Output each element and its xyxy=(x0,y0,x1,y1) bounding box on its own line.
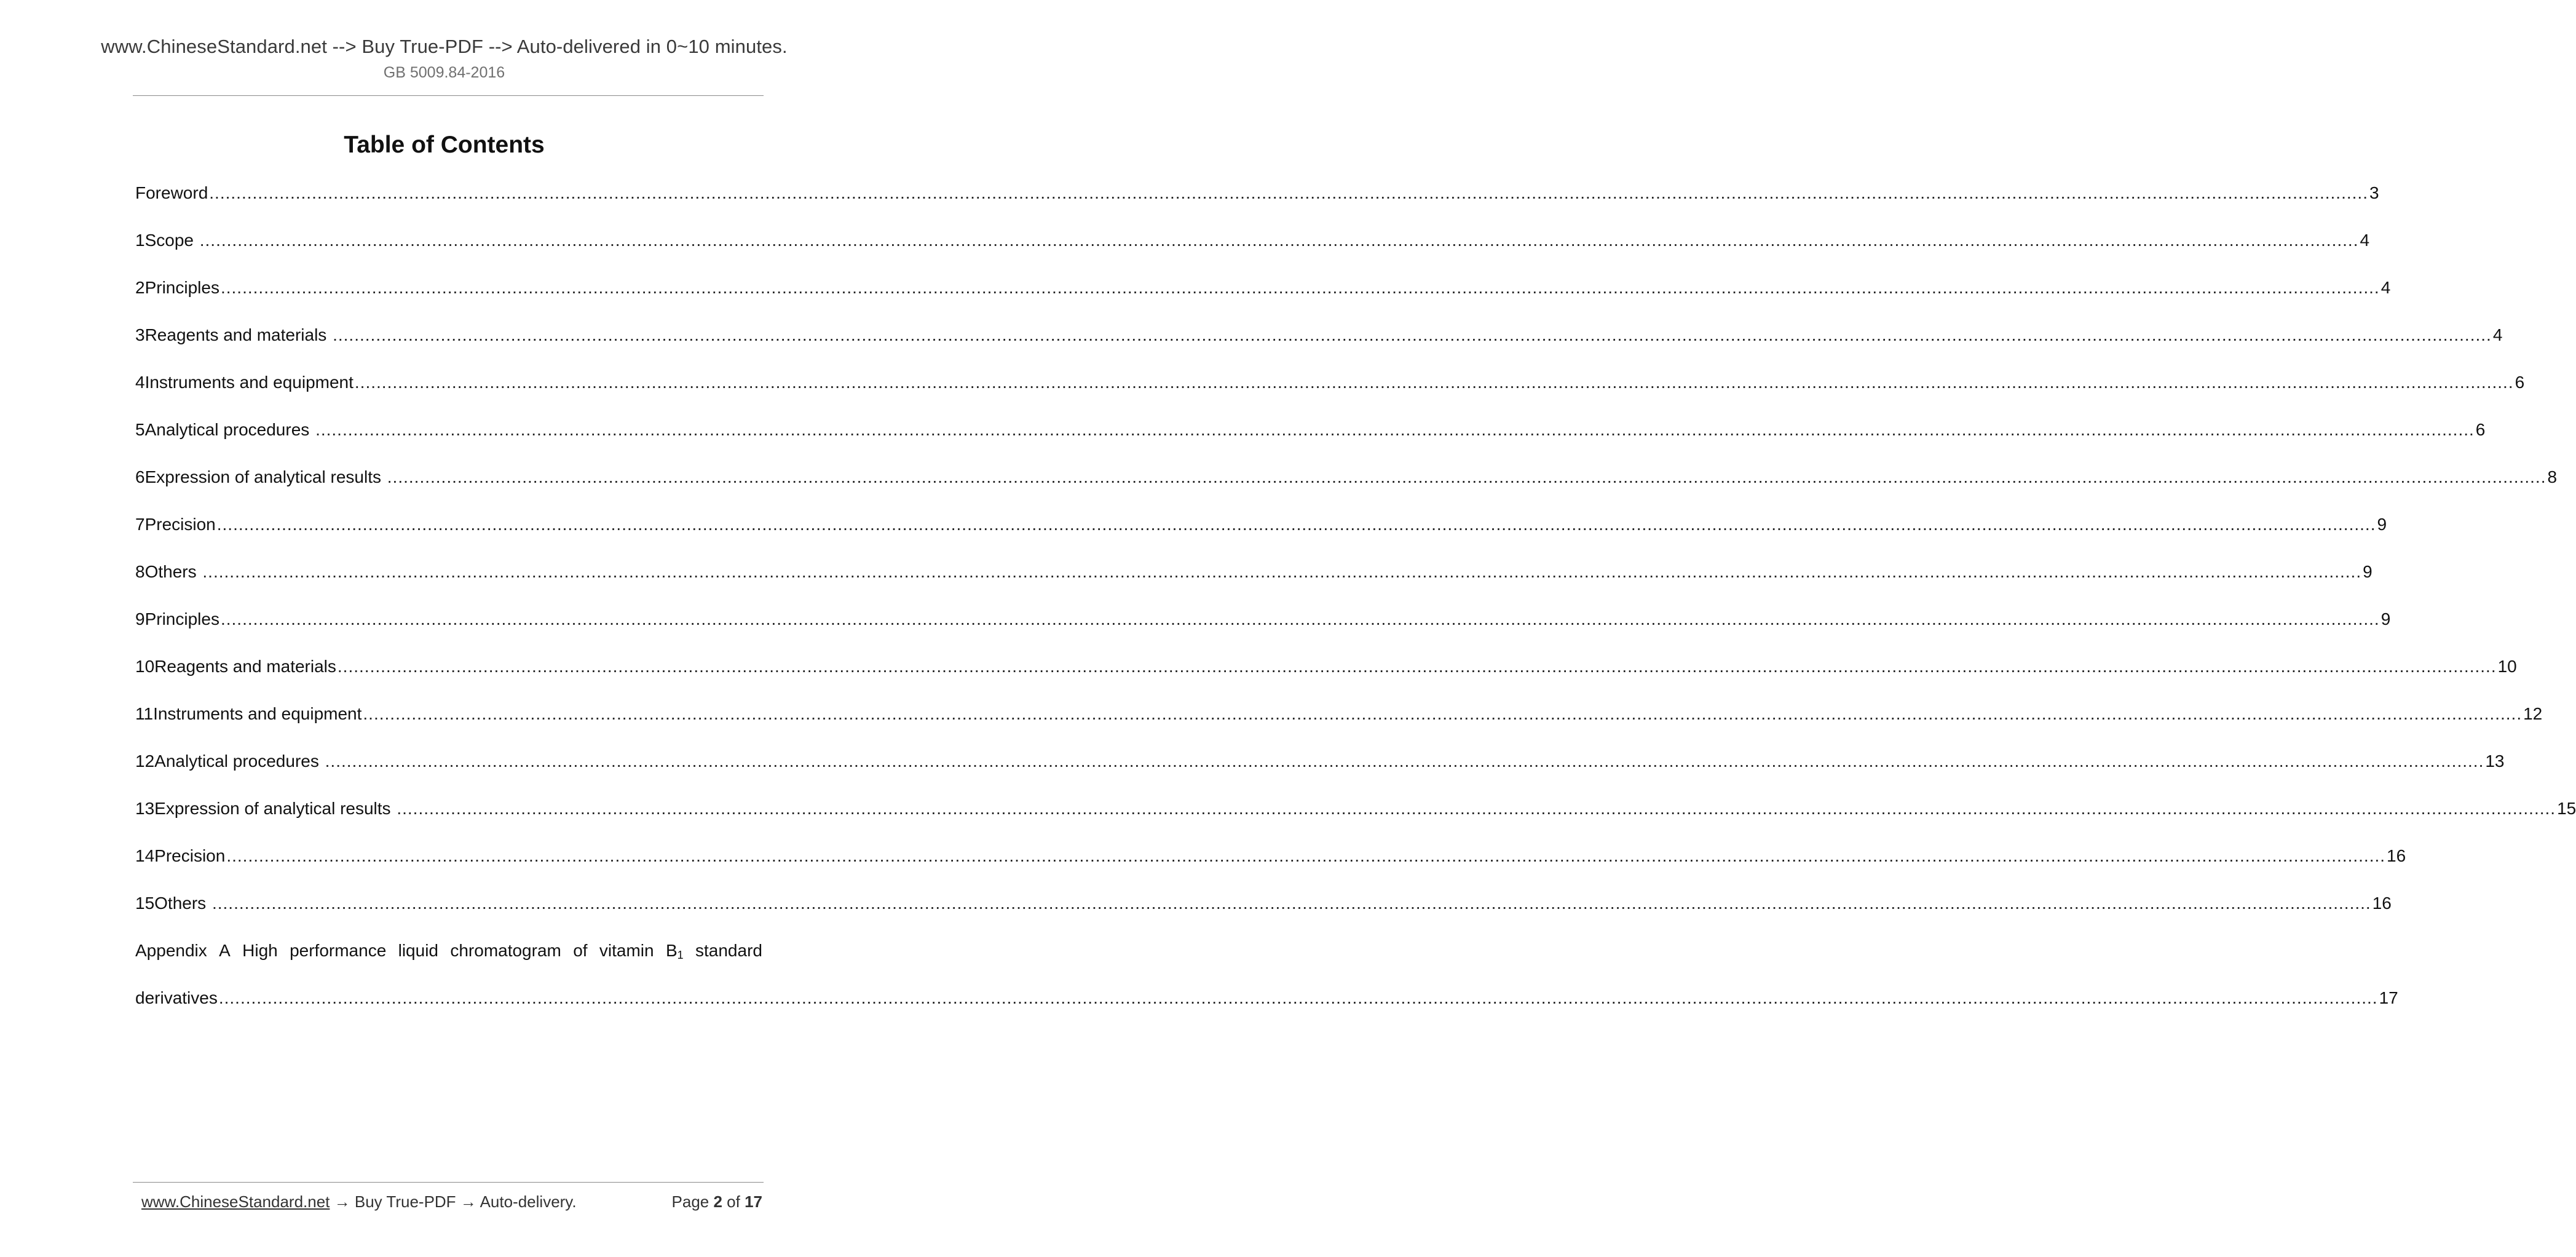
toc-dot-leader: ................................................................................................................................................................................................................................................................................................................................................................................................................ xyxy=(325,751,2484,771)
toc-entry-page: 15 xyxy=(2557,799,2576,818)
toc-entry[interactable] xyxy=(135,703,2543,750)
footer-link[interactable]: www.ChineseStandard.net xyxy=(141,1192,330,1211)
toc-entry-number: 7 xyxy=(135,515,145,534)
appendix-b-subscript: 1 xyxy=(677,949,684,961)
toc-entry-page: 9 xyxy=(2363,562,2373,581)
toc-entry-label: Reagents and materials xyxy=(144,325,332,344)
toc-entry-label: Expression of analytical results xyxy=(144,467,386,486)
appendix-vitamin-b1 xyxy=(666,940,684,987)
appendix-line2-label: derivatives xyxy=(135,988,218,1007)
toc-entry[interactable] xyxy=(135,656,2517,703)
toc-entry-number: 15 xyxy=(135,894,155,913)
toc-dot-leader: ................................................................................................................................................................................................................................................................................................................................................................................................................ xyxy=(199,231,2359,250)
toc-entry[interactable] xyxy=(135,892,2392,940)
toc-entry[interactable] xyxy=(135,798,2576,845)
page-word: Page xyxy=(671,1192,714,1211)
toc-dot-leader: ................................................................................................................................................................................................................................................................................................................................................................................................................ xyxy=(333,325,2492,344)
page-current: 2 xyxy=(713,1192,722,1211)
toc-dot-leader: ................................................................................................................................................................................................................................................................................................................................................................................................................ xyxy=(202,562,2362,581)
toc-entry[interactable] xyxy=(135,277,2391,324)
toc-entry-number: 4 xyxy=(135,373,145,392)
appendix-word: High xyxy=(242,941,278,960)
footer-left xyxy=(141,1192,577,1211)
toc-entry-page: 9 xyxy=(2380,609,2391,628)
toc-entry-number: 13 xyxy=(135,799,155,818)
toc-entry-label: Precision xyxy=(144,515,216,534)
toc-dot-leader: ................................................................................................................................................................................................................................................................................................................................................................................................................ xyxy=(363,704,2523,723)
page-title: Table of Contents xyxy=(344,132,545,158)
top-banner: www.ChineseStandard.net --> Buy True-PDF --> Auto-delivered in 0~10 minutes. xyxy=(101,36,788,57)
toc-entry-page: 12 xyxy=(2523,704,2543,723)
toc-entry[interactable] xyxy=(135,845,2406,892)
document-number: GB 5009.84-2016 xyxy=(383,64,505,81)
toc-entry[interactable] xyxy=(135,324,2503,371)
appendix-page: 17 xyxy=(2379,988,2398,1007)
toc-entry-label: Instruments and equipment xyxy=(153,704,362,723)
toc-entry-page: 9 xyxy=(2377,515,2387,534)
toc-entry-label: Foreword xyxy=(135,183,208,202)
toc-entry-page: 16 xyxy=(2372,894,2392,913)
footer-divider xyxy=(133,1182,764,1183)
toc-entry[interactable] xyxy=(135,608,2391,656)
toc-entry-number: 14 xyxy=(135,846,155,865)
toc-dot-leader: ................................................................................................................................................................................................................................................................................................................................................................................................................ xyxy=(211,894,2371,913)
toc-entry-label: Others xyxy=(154,894,211,913)
toc-dot-leader: ................................................................................................................................................................................................................................................................................................................................................................................................................ xyxy=(209,183,2368,202)
toc-entry-label: Instruments and equipment xyxy=(144,373,354,392)
toc-dot-leader: ................................................................................................................................................................................................................................................................................................................................................................................................................ xyxy=(337,657,2497,676)
toc-entry-number: 11 xyxy=(135,704,154,723)
toc-entry-label: Scope xyxy=(144,231,199,250)
toc-entry-number: 5 xyxy=(135,420,145,439)
toc-entry-number: 9 xyxy=(135,609,145,628)
toc-entry-number: 3 xyxy=(135,325,145,344)
toc-entry-page: 16 xyxy=(2387,846,2406,865)
toc-entry[interactable] xyxy=(135,466,2558,514)
toc-dot-leader: ................................................................................................................................................................................................................................................................................................................................................................................................................ xyxy=(226,846,2386,865)
toc-entry-number: 12 xyxy=(135,751,155,771)
toc-dot-leader: ................................................................................................................................................................................................................................................................................................................................................................................................................ xyxy=(220,609,2380,628)
toc-entry-page: 4 xyxy=(2492,325,2503,344)
toc-entry-page: 4 xyxy=(2380,278,2391,297)
toc-entry-label: Precision xyxy=(154,846,226,865)
appendix-entry-continued[interactable] xyxy=(135,987,2398,1034)
page-total: 17 xyxy=(745,1192,762,1211)
toc-entry-page: 8 xyxy=(2547,467,2558,486)
appendix-word: Appendix xyxy=(135,941,207,960)
appendix-word: liquid xyxy=(398,941,438,960)
toc-entry-label: Principles xyxy=(144,278,219,297)
toc-entry-number: 2 xyxy=(135,278,145,297)
table-of-contents xyxy=(135,182,2576,1034)
toc-dot-leader: ................................................................................................................................................................................................................................................................................................................................................................................................................ xyxy=(218,988,2378,1007)
toc-entry-page: 6 xyxy=(2475,420,2486,439)
toc-entry-label: Analytical procedures xyxy=(144,420,315,439)
toc-dot-leader: ................................................................................................................................................................................................................................................................................................................................................................................................................ xyxy=(387,467,2546,486)
toc-dot-leader: ................................................................................................................................................................................................................................................................................................................................................................................................................ xyxy=(354,373,2514,392)
toc-entry-number: 6 xyxy=(135,467,145,486)
toc-dot-leader: ................................................................................................................................................................................................................................................................................................................................................................................................................ xyxy=(315,420,2475,439)
toc-entry[interactable] xyxy=(135,750,2505,798)
toc-entry[interactable] xyxy=(135,514,2387,561)
toc-entry[interactable] xyxy=(135,229,2370,277)
appendix-word: of xyxy=(573,941,588,960)
toc-entry-label: Principles xyxy=(144,609,219,628)
toc-dot-leader: ................................................................................................................................................................................................................................................................................................................................................................................................................ xyxy=(216,515,2376,534)
page-indicator xyxy=(672,1192,762,1211)
toc-entry-page: 4 xyxy=(2360,231,2370,250)
toc-entry-page: 13 xyxy=(2485,751,2505,771)
appendix-word: vitamin xyxy=(599,941,654,960)
appendix-entry[interactable] xyxy=(135,940,762,987)
appendix-b-letter: B xyxy=(665,941,678,960)
toc-entry-number: 10 xyxy=(135,657,155,676)
toc-entry-label: Analytical procedures xyxy=(154,751,324,771)
appendix-word: A xyxy=(219,941,231,960)
toc-dot-leader: ................................................................................................................................................................................................................................................................................................................................................................................................................ xyxy=(220,278,2380,297)
toc-entry[interactable] xyxy=(135,419,2486,466)
appendix-word: performance xyxy=(290,941,387,960)
toc-dot-leader: ................................................................................................................................................................................................................................................................................................................................................................................................................ xyxy=(397,799,2556,818)
page-of: of xyxy=(722,1192,745,1211)
toc-entry-label: Others xyxy=(144,562,202,581)
toc-entry-page: 6 xyxy=(2515,373,2525,392)
toc-entry-number: 1 xyxy=(135,231,145,250)
appendix-word: standard xyxy=(695,941,762,960)
toc-entry-label: Expression of analytical results xyxy=(154,799,396,818)
toc-entry-page: 10 xyxy=(2497,657,2517,676)
header-divider xyxy=(133,95,764,96)
footer-text: → Buy True-PDF → Auto-delivery. xyxy=(330,1192,577,1211)
toc-entry-number: 8 xyxy=(135,562,145,581)
toc-entry-label: Reagents and materials xyxy=(154,657,336,676)
toc-entry-page: 3 xyxy=(2369,183,2379,202)
toc-entry[interactable] xyxy=(135,371,2525,419)
appendix-word: chromatogram xyxy=(450,941,561,960)
toc-entry[interactable] xyxy=(135,182,2379,229)
toc-entry[interactable] xyxy=(135,561,2373,608)
